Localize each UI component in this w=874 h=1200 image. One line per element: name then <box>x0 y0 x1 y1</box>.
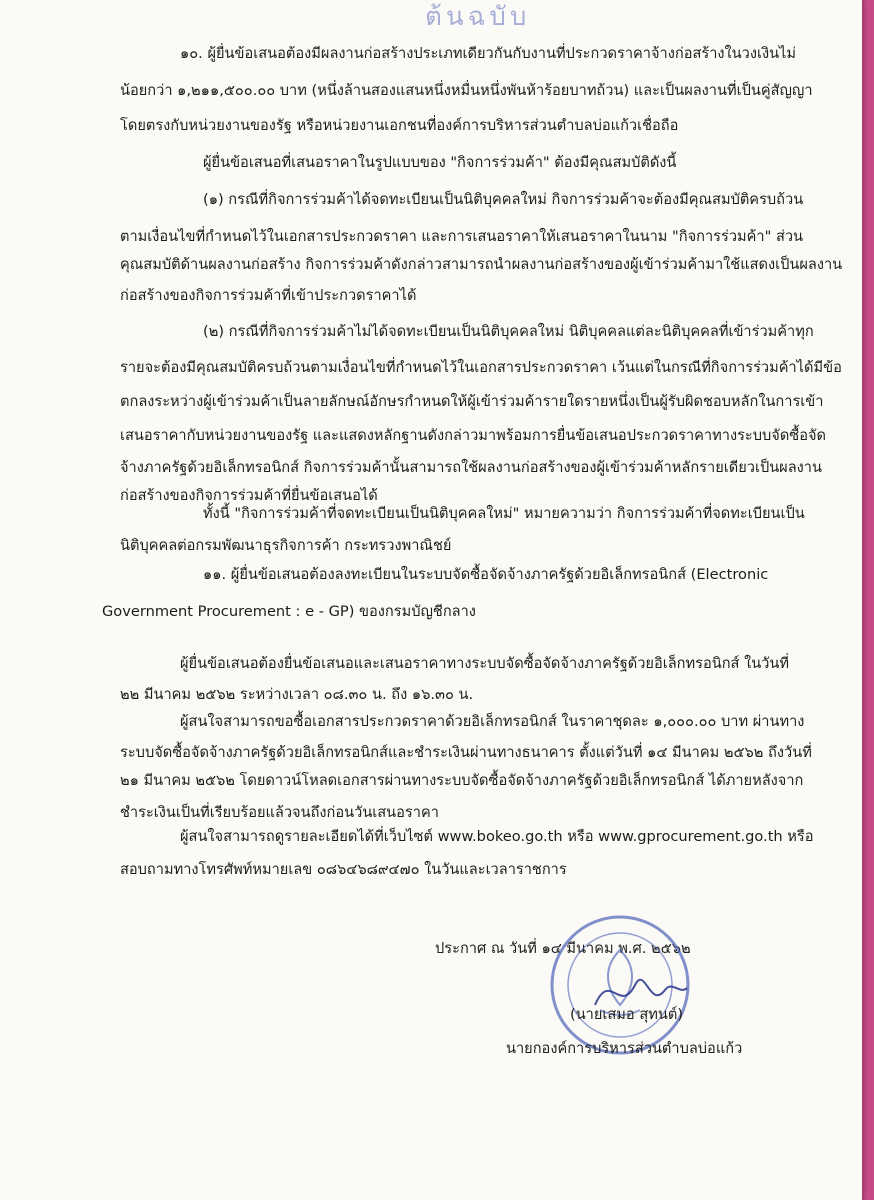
jv-case-2-line-1: (๒) กรณีที่กิจการร่วมค้าไม่ได้จดทะเบียนเป็นนิติบุคคลใหม่ นิติบุคคลแต่ละนิติบุคคลที่เข้าร่วมค้าทุก <box>203 323 814 340</box>
jv-case-2-line-6: ก่อสร้างของกิจการร่วมค้าที่ยื่นข้อเสนอได้ <box>120 487 378 504</box>
purchase-line-3: ๒๑ มีนาคม ๒๕๖๒ โดยดาวน์โหลดเอกสารผ่านทางระบบจัดซื้อจัดจ้างภาครัฐด้วยอิเล็กทรอนิกส์ ได้ภายหลังจาก <box>120 772 804 789</box>
purchase-line-2: ระบบจัดซื้อจัดจ้างภาครัฐด้วยอิเล็กทรอนิกส์และชำระเงินผ่านทางธนาคาร ตั้งแต่วันที่ ๑๔ มีนาคม ๒๕๖๒ ถึงวันที่ <box>120 744 812 761</box>
purchase-line-1: ผู้สนใจสามารถขอซื้อเอกสารประกวดราคาด้วยอิเล็กทรอนิกส์ ในราคาชุดละ ๑,๐๐๐.๐๐ บาท ผ่านทาง <box>180 713 805 730</box>
signer-name: (นายเสมอ สุทนต์) <box>570 1006 684 1023</box>
original-copy-stamp: ต้นฉบับ <box>425 2 531 30</box>
jv-definition-line-2: นิติบุคคลต่อกรมพัฒนาธุรกิจการค้า กระทรวงพาณิชย์ <box>120 537 452 554</box>
clause-11-line-1: ๑๑. ผู้ยื่นข้อเสนอต้องลงทะเบียนในระบบจัดซื้อจัดจ้างภาครัฐด้วยอิเล็กทรอนิกส์ (Electronic <box>203 566 769 583</box>
jv-definition-line-1: ทั้งนี้ "กิจการร่วมค้าที่จดทะเบียนเป็นนิติบุคคลใหม่" หมายความว่า กิจการร่วมค้าที่จดทะเบียนเป็น <box>203 505 805 522</box>
jv-case-1-line-4: ก่อสร้างของกิจการร่วมค้าที่เข้าประกวดราคาได้ <box>120 287 417 304</box>
announcement-date: ประกาศ ณ วันที่ ๑๔ มีนาคม พ.ศ. ๒๕๖๒ <box>435 940 691 957</box>
jv-case-2-line-2: รายจะต้องมีคุณสมบัติครบถ้วนตามเงื่อนไขที่กำหนดไว้ในเอกสารประกวดราคา เว้นแต่ในกรณีที่กิจการร่วมค้าได้มีข้อ <box>120 359 842 376</box>
purchase-line-4: ชำระเงินเป็นที่เรียบร้อยแล้วจนถึงก่อนวันเสนอราคา <box>120 804 439 821</box>
contact-line-2: สอบถามทางโทรศัพท์หมายเลข ๐๘๖๔๖๘๙๔๗๐ ในวันและเวลาราชการ <box>120 861 567 878</box>
jv-case-2-line-3: ตกลงระหว่างผู้เข้าร่วมค้าเป็นลายลักษณ์อักษรกำหนดให้ผู้เข้าร่วมค้ารายใดรายหนึ่งเป็นผู้รับผิดชอบหลักในการเข้า <box>120 393 824 410</box>
contact-line-1: ผู้สนใจสามารถดูรายละเอียดได้ที่เว็บไซต์ www.bokeo.go.th หรือ www.gprocurement.go.th หรือ <box>180 828 814 845</box>
clause-10-line-1: ๑๐. ผู้ยื่นข้อเสนอต้องมีผลงานก่อสร้างประเภทเดียวกันกับงานที่ประกวดราคาจ้างก่อสร้างในวงเงินไม่ <box>180 45 797 62</box>
jv-case-2-line-4: เสนอราคากับหน่วยงานของรัฐ และแสดงหลักฐานดังกล่าวมาพร้อมการยื่นข้อเสนอประกวดราคาทางระบบจัดซื้อจัด <box>120 427 827 444</box>
joint-venture-intro: ผู้ยื่นข้อเสนอที่เสนอราคาในรูปแบบของ "กิจการร่วมค้า" ต้องมีคุณสมบัติดังนี้ <box>203 154 677 171</box>
jv-case-1-line-1: (๑) กรณีที่กิจการร่วมค้าได้จดทะเบียนเป็นนิติบุคคลใหม่ กิจการร่วมค้าจะต้องมีคุณสมบัติครบถ้วน <box>203 191 804 208</box>
clause-10-line-3: โดยตรงกับหน่วยงานของรัฐ หรือหน่วยงานเอกชนที่องค์การบริหารส่วนตำบลบ่อแก้วเชื่อถือ <box>120 117 679 134</box>
submission-line-1: ผู้ยื่นข้อเสนอต้องยื่นข้อเสนอและเสนอราคาทางระบบจัดซื้อจัดจ้างภาครัฐด้วยอิเล็กทรอนิกส์ ในวันที่ <box>180 655 789 672</box>
clause-11-line-2: Government Procurement : e - GP) ของกรมบัญชีกลาง <box>102 603 476 620</box>
submission-line-2: ๒๒ มีนาคม ๒๕๖๒ ระหว่างเวลา ๐๘.๓๐ น. ถึง ๑๖.๓๐ น. <box>120 686 474 703</box>
jv-case-2-line-5: จ้างภาครัฐด้วยอิเล็กทรอนิกส์ กิจการร่วมค้านั้นสามารถใช้ผลงานก่อสร้างของผู้เข้าร่วมค้าหลักรายเดียวเป็นผลงาน <box>120 459 822 476</box>
jv-case-1-line-3: คุณสมบัติด้านผลงานก่อสร้าง กิจการร่วมค้าดังกล่าวสามารถนำผลงานก่อสร้างของผู้เข้าร่วมค้ามาใช้แสดงเป็นผลงาน <box>120 256 843 273</box>
clause-10-line-2: น้อยกว่า ๑,๒๑๑,๕๐๐.๐๐ บาท (หนึ่งล้านสองแสนหนึ่งหมื่นหนึ่งพันห้าร้อยบาทถ้วน) และเป็นผลงานที่เป็นคู่สัญญา <box>120 82 813 99</box>
signer-position: นายกองค์การบริหารส่วนตำบลบ่อแก้ว <box>506 1040 743 1057</box>
jv-case-1-line-2: ตามเงื่อนไขที่กำหนดไว้ในเอกสารประกวดราคา และการเสนอราคาให้เสนอราคาในนาม "กิจการร่วมค้า" ส่วน <box>120 228 804 245</box>
